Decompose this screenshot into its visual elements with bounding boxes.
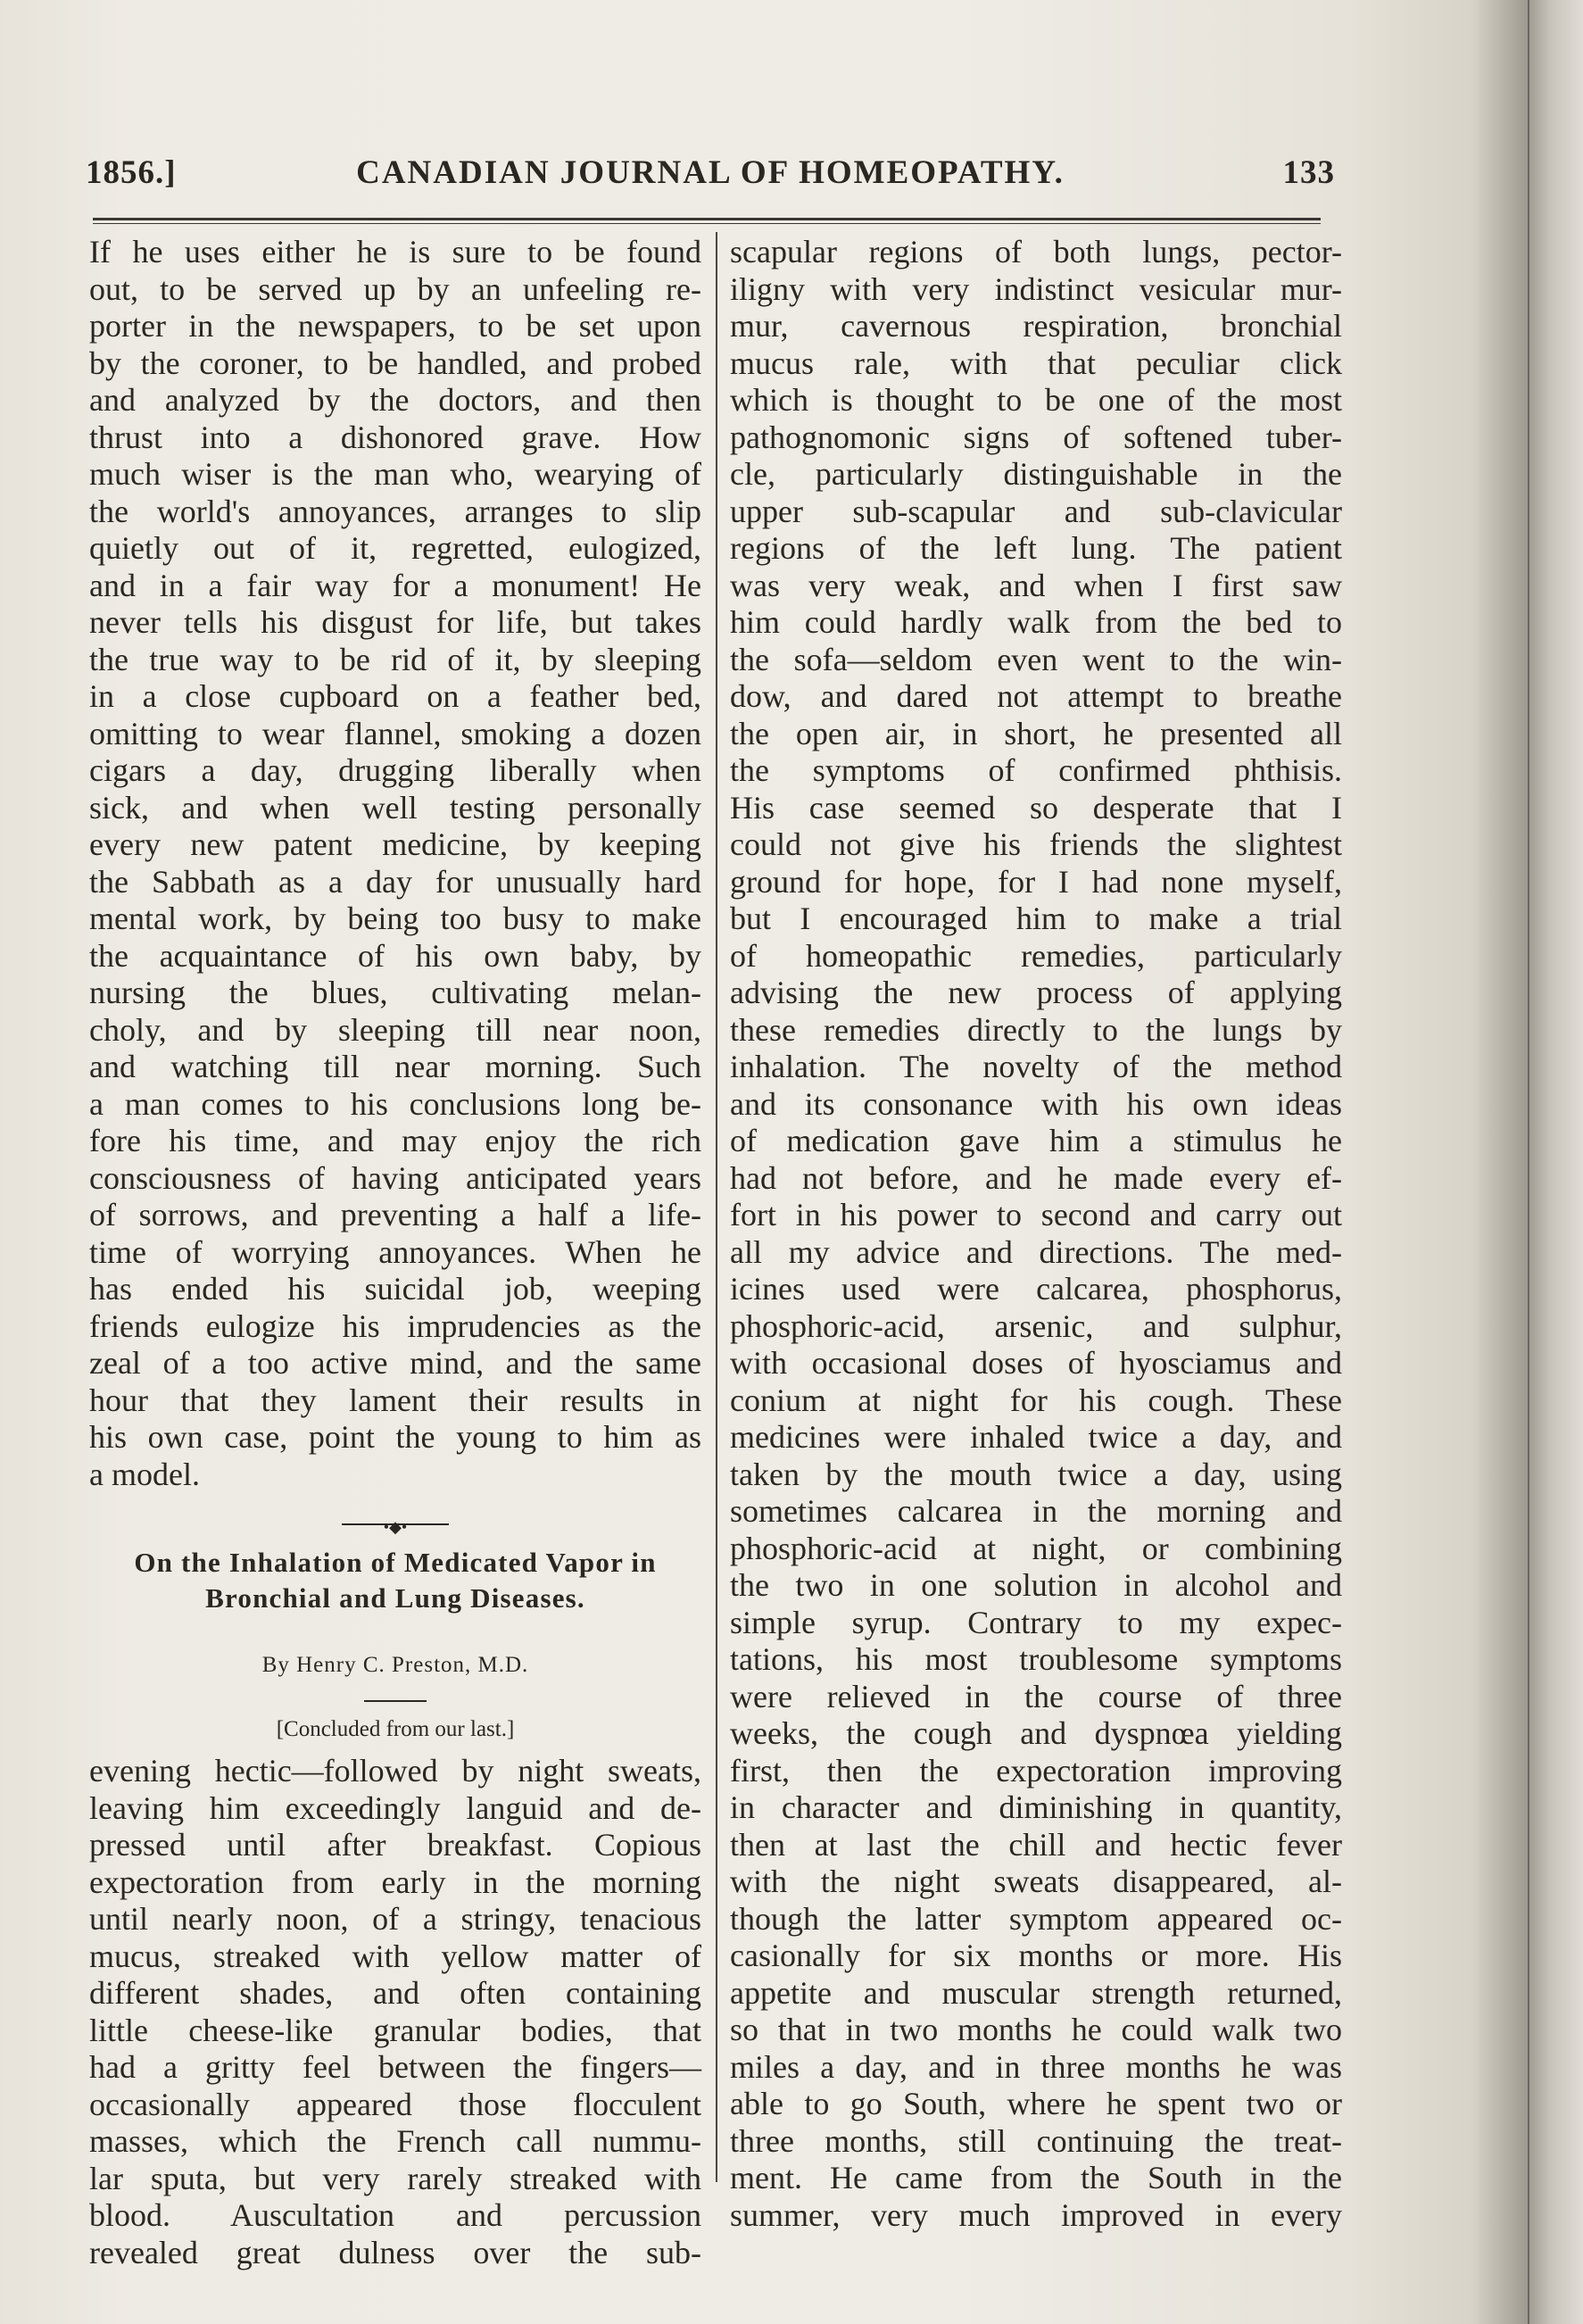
text-line: with the night sweats disappeared, al- bbox=[730, 1863, 1342, 1899]
text-line: then at last the chill and hectic fever bbox=[730, 1826, 1342, 1863]
text-line: had a gritty feel between the fingers— bbox=[89, 2049, 701, 2085]
text-line: so that in two months he could walk two bbox=[730, 2012, 1342, 2047]
text-line: scapular regions of both lungs, pector- bbox=[730, 234, 1342, 270]
text-line: summer, very much improved in every bbox=[730, 2196, 1342, 2233]
text-line: out, to be served up by an unfeeling re- bbox=[89, 270, 701, 307]
text-line: casionally for six months or more. His bbox=[730, 1938, 1342, 1973]
text-line: was very weak, and when I first saw bbox=[730, 567, 1342, 603]
text-line: a model. bbox=[89, 1456, 200, 1492]
text-line: leaving him exceedingly languid and de- bbox=[89, 1789, 701, 1826]
text-line: expectoration from early in the morning bbox=[89, 1863, 701, 1900]
text-line: were relieved in the course of three bbox=[730, 1678, 1342, 1714]
text-line: tations, his most troublesome symptoms bbox=[730, 1641, 1342, 1677]
text-line: cle, particularly distinguishable in the bbox=[730, 456, 1342, 492]
text-line: ment. He came from the South in the bbox=[730, 2160, 1342, 2195]
text-line: upper sub-scapular and sub-clavicular bbox=[730, 493, 1342, 529]
page-edge-line bbox=[1528, 0, 1529, 2324]
text-line: and in a fair way for a monument! He bbox=[89, 567, 701, 603]
text-line: pathognomonic signs of softened tuber- bbox=[730, 419, 1342, 455]
text-line: miles a day, and in three months he was bbox=[730, 2048, 1342, 2085]
text-line: regions of the left lung. The patient bbox=[730, 530, 1342, 566]
text-line: pressed until after breakfast. Copious bbox=[89, 1827, 701, 1863]
header-rule-thin bbox=[93, 223, 1321, 224]
text-line: the two in one solution in alcohol and bbox=[730, 1567, 1342, 1603]
text-line: appetite and muscular strength returned, bbox=[730, 1974, 1342, 2011]
text-line: cigars a day, drugging liberally when bbox=[89, 752, 701, 788]
text-line: the Sabbath as a day for unusually hard bbox=[89, 863, 701, 900]
text-line: the acquaintance of his own baby, by bbox=[89, 937, 701, 974]
text-line: hour that they lament their results in bbox=[89, 1382, 701, 1418]
text-line: occasionally appeared those flocculent bbox=[89, 2086, 701, 2122]
right-column bbox=[730, 234, 1342, 2234]
header-year: 1856.] bbox=[86, 154, 177, 191]
text-line: omitting to wear flannel, smoking a dozen bbox=[89, 715, 701, 751]
article-title-line-2: Bronchial and Lung Diseases. bbox=[205, 1582, 585, 1614]
page-number: 133 bbox=[1282, 154, 1335, 191]
text-line: His case seemed so desperate that I bbox=[730, 789, 1342, 826]
text-line: a man comes to his conclusions long be- bbox=[89, 1085, 701, 1122]
text-line: quietly out of it, regretted, eulogized, bbox=[89, 530, 701, 566]
text-line: dow, and dared not attempt to breathe bbox=[730, 678, 1342, 714]
text-line: phosphoric-acid at night, or combining bbox=[730, 1530, 1342, 1566]
text-line: choly, and by sleeping till near noon, bbox=[89, 1011, 701, 1048]
text-line: had not before, and he made every ef- bbox=[730, 1159, 1342, 1196]
text-line: different shades, and often containing bbox=[89, 1975, 701, 2011]
text-line: of medication gave him a stimulus he bbox=[730, 1123, 1342, 1158]
text-line: his own case, point the young to him as bbox=[89, 1419, 701, 1455]
text-line: ground for hope, for I had none myself, bbox=[730, 863, 1342, 900]
text-line: until nearly noon, of a stringy, tenacious bbox=[89, 1901, 701, 1937]
byline: By Henry C. Preston, M.D. bbox=[261, 1653, 529, 1677]
text-line: fort in his power to second and carry out bbox=[730, 1197, 1342, 1233]
header-rule bbox=[93, 218, 1321, 220]
text-line: mental work, by being too busy to make bbox=[89, 901, 701, 936]
text-line: mucus, streaked with yellow matter of bbox=[89, 1938, 701, 1974]
text-line: of sorrows, and preventing a half a life- bbox=[89, 1197, 701, 1233]
text-line: the open air, in short, he presented all bbox=[730, 715, 1342, 751]
text-line: three months, still continuing the treat- bbox=[730, 2122, 1342, 2159]
text-line: weeks, the cough and dyspnœa yielding bbox=[730, 1715, 1342, 1751]
text-line: friends eulogize his imprudencies as the bbox=[89, 1307, 701, 1344]
text-line: sick, and when well testing personally bbox=[89, 789, 701, 826]
text-line: and watching till near morning. Such bbox=[89, 1049, 701, 1084]
text-line: in a close cupboard on a feather bed, bbox=[89, 678, 701, 714]
text-line: has ended his suicidal job, weeping bbox=[89, 1271, 701, 1307]
text-line: taken by the mouth twice a day, using bbox=[730, 1456, 1342, 1492]
text-line: nursing the blues, cultivating melan- bbox=[89, 975, 701, 1010]
text-line: by the coroner, to be handled, and probed bbox=[89, 344, 701, 381]
text-line: conium at night for his cough. These bbox=[730, 1382, 1342, 1418]
text-line: mur, cavernous respiration, bronchial bbox=[730, 308, 1342, 344]
concluded-note: [Concluded from our last.] bbox=[276, 1716, 515, 1741]
left-column bbox=[89, 234, 701, 2271]
text-line: evening hectic—followed by night sweats, bbox=[89, 1753, 701, 1789]
text-line: lar sputa, but very rarely streaked with bbox=[89, 2160, 701, 2196]
text-line: revealed great dulness over the sub- bbox=[89, 2234, 701, 2270]
text-line: much wiser is the man who, wearying of bbox=[89, 456, 701, 492]
column-divider bbox=[716, 232, 717, 2182]
left-column-text-bottom bbox=[89, 1753, 701, 2271]
journal-title: CANADIAN JOURNAL OF HOMEOPATHY. bbox=[356, 154, 1065, 191]
journal-page bbox=[86, 134, 1342, 2270]
text-line: the world's annoyances, arranges to slip bbox=[89, 493, 701, 529]
text-line: though the latter symptom appeared oc- bbox=[730, 1900, 1342, 1937]
text-line: iligny with very indistinct vesicular mur- bbox=[730, 270, 1342, 307]
text-line: but I encouraged him to make a trial bbox=[730, 901, 1342, 936]
text-line: sometimes calcarea in the morning and bbox=[730, 1493, 1342, 1529]
text-line: and its consonance with his own ideas bbox=[730, 1085, 1342, 1122]
text-line: all my advice and directions. The med- bbox=[730, 1233, 1342, 1270]
text-line: thrust into a dishonored grave. How bbox=[89, 419, 701, 455]
text-line: porter in the newspapers, to be set upon bbox=[89, 308, 701, 344]
text-line: time of worrying annoyances. When he bbox=[89, 1233, 701, 1270]
text-line: blood. Auscultation and percussion bbox=[89, 2197, 701, 2233]
text-line: with occasional doses of hyosciamus and bbox=[730, 1345, 1342, 1381]
text-line: inhalation. The novelty of the method bbox=[730, 1049, 1342, 1084]
text-line: never tells his disgust for life, but takes bbox=[89, 604, 701, 640]
text-line: the true way to be rid of it, by sleeping bbox=[89, 641, 701, 677]
article-title bbox=[89, 1545, 701, 1616]
text-line: phosphoric-acid, arsenic, and sulphur, bbox=[730, 1307, 1342, 1344]
text-line: icines used were calcarea, phosphorus, bbox=[730, 1271, 1342, 1307]
running-header bbox=[86, 154, 1335, 207]
text-line: of homeopathic remedies, particularly bbox=[730, 937, 1342, 974]
text-line: first, then the expectoration improving bbox=[730, 1752, 1342, 1789]
text-line: masses, which the French call nummu- bbox=[89, 2123, 701, 2159]
text-line: mucus rale, with that peculiar click bbox=[730, 344, 1342, 381]
text-line: which is thought to be one of the most bbox=[730, 382, 1342, 418]
text-line: him could hardly walk from the bed to bbox=[730, 604, 1342, 640]
text-line: every new patent medicine, by keeping bbox=[89, 826, 701, 862]
text-line: the sofa—seldom even went to the win- bbox=[730, 641, 1342, 677]
byline-separator bbox=[364, 1700, 427, 1702]
text-line: consciousness of having anticipated years bbox=[89, 1159, 701, 1196]
text-line: could not give his friends the slightest bbox=[730, 826, 1342, 862]
text-line: able to go South, where he spent two or bbox=[730, 2086, 1342, 2121]
article-title-line-1: On the Inhalation of Medicated Vapor in bbox=[134, 1547, 657, 1578]
text-line: simple syrup. Contrary to my expec- bbox=[730, 1604, 1342, 1640]
right-column-text bbox=[730, 234, 1342, 2234]
text-line: advising the new process of applying bbox=[730, 975, 1342, 1010]
text-line: little cheese-like granular bodies, that bbox=[89, 2012, 701, 2048]
left-column-text-top bbox=[89, 234, 701, 1493]
text-line: If he uses either he is sure to be found bbox=[89, 234, 701, 270]
text-line: in character and diminishing in quantity, bbox=[730, 1789, 1342, 1825]
section-separator bbox=[342, 1523, 449, 1525]
text-line: these remedies directly to the lungs by bbox=[730, 1011, 1342, 1048]
text-line: zeal of a too active mind, and the same bbox=[89, 1345, 701, 1381]
text-line: medicines were inhaled twice a day, and bbox=[730, 1419, 1342, 1455]
text-line: fore his time, and may enjoy the rich bbox=[89, 1123, 701, 1158]
text-line: and analyzed by the doctors, and then bbox=[89, 382, 701, 418]
text-line: the symptoms of confirmed phthisis. bbox=[730, 752, 1342, 788]
